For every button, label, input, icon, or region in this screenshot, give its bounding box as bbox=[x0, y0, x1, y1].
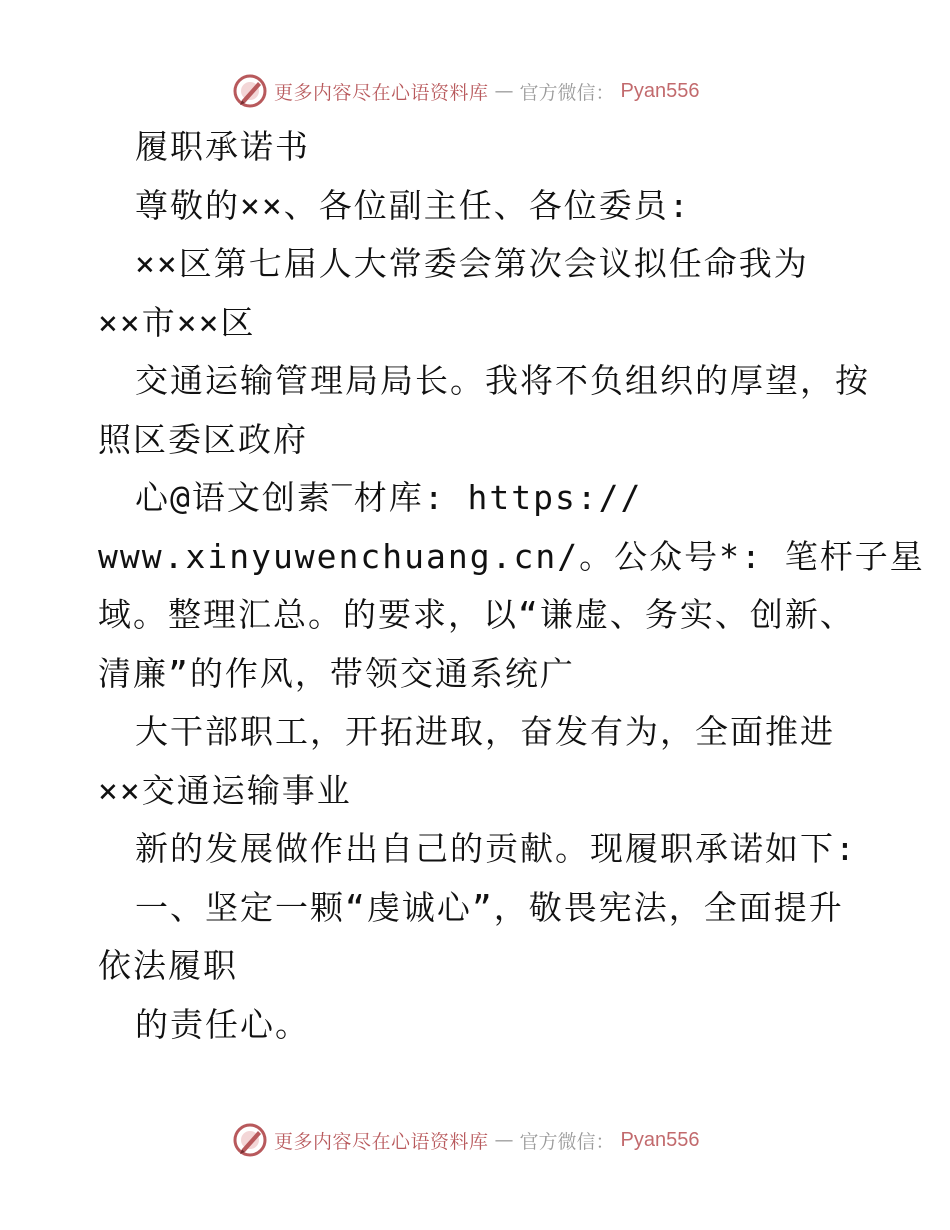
doc-line: 域。整理汇总。的要求，以“谦虚、务实、创新、 bbox=[98, 595, 855, 634]
doc-line: 新的发展做作出自己的贡献。现履职承诺如下: bbox=[135, 829, 857, 868]
watermark-wechat-id: Pyan556 bbox=[620, 79, 700, 102]
watermark-separator: — bbox=[494, 80, 514, 102]
doc-line: 交通运输管理局局长。我将不负组织的厚望，按 bbox=[135, 361, 870, 400]
doc-line: ××区第七届人大常委会第次会议拟任命我为 bbox=[135, 244, 809, 283]
doc-line: 尊敬的××、各位副主任、各位委员: bbox=[135, 185, 691, 225]
watermark-sub-text: 官方微信： bbox=[519, 81, 615, 104]
footer-watermark bbox=[232, 1120, 700, 1160]
doc-title: 履职承诺书 bbox=[135, 127, 310, 166]
watermark-main-text: 更多内容尽在心语资料库 bbox=[274, 81, 489, 104]
doc-line: 照区委区政府 bbox=[98, 419, 308, 459]
watermark-separator: — bbox=[494, 1129, 514, 1151]
header-watermark bbox=[232, 71, 700, 111]
doc-line: 依法履职 bbox=[98, 946, 238, 985]
watermark-wechat-id: Pyan556 bbox=[620, 1128, 700, 1151]
document-body bbox=[98, 118, 925, 1054]
doc-line: 心@语文创素‾材库: https:// bbox=[135, 478, 643, 517]
doc-line: 大干部职工，开拓进取，奋发有为，全面推进 bbox=[135, 712, 835, 751]
doc-line: 的责任心。 bbox=[135, 1004, 310, 1044]
pen-logo-icon bbox=[232, 73, 268, 109]
watermark-main-text: 更多内容尽在心语资料库 bbox=[274, 1130, 489, 1153]
doc-line: 清廉”的作风，带领交通系统广 bbox=[98, 653, 575, 693]
watermark-sub-text: 官方微信： bbox=[519, 1130, 615, 1153]
doc-line: www.xinyuwenchuang.cn/。公众号*: 笔杆子星 bbox=[98, 536, 925, 576]
doc-line: ××交通运输事业 bbox=[98, 770, 352, 810]
doc-line: 一、坚定一颗“虔诚心”，敬畏宪法，全面提升 bbox=[135, 887, 844, 927]
pen-logo-icon bbox=[232, 1122, 268, 1158]
doc-line: ××市××区 bbox=[98, 302, 256, 342]
